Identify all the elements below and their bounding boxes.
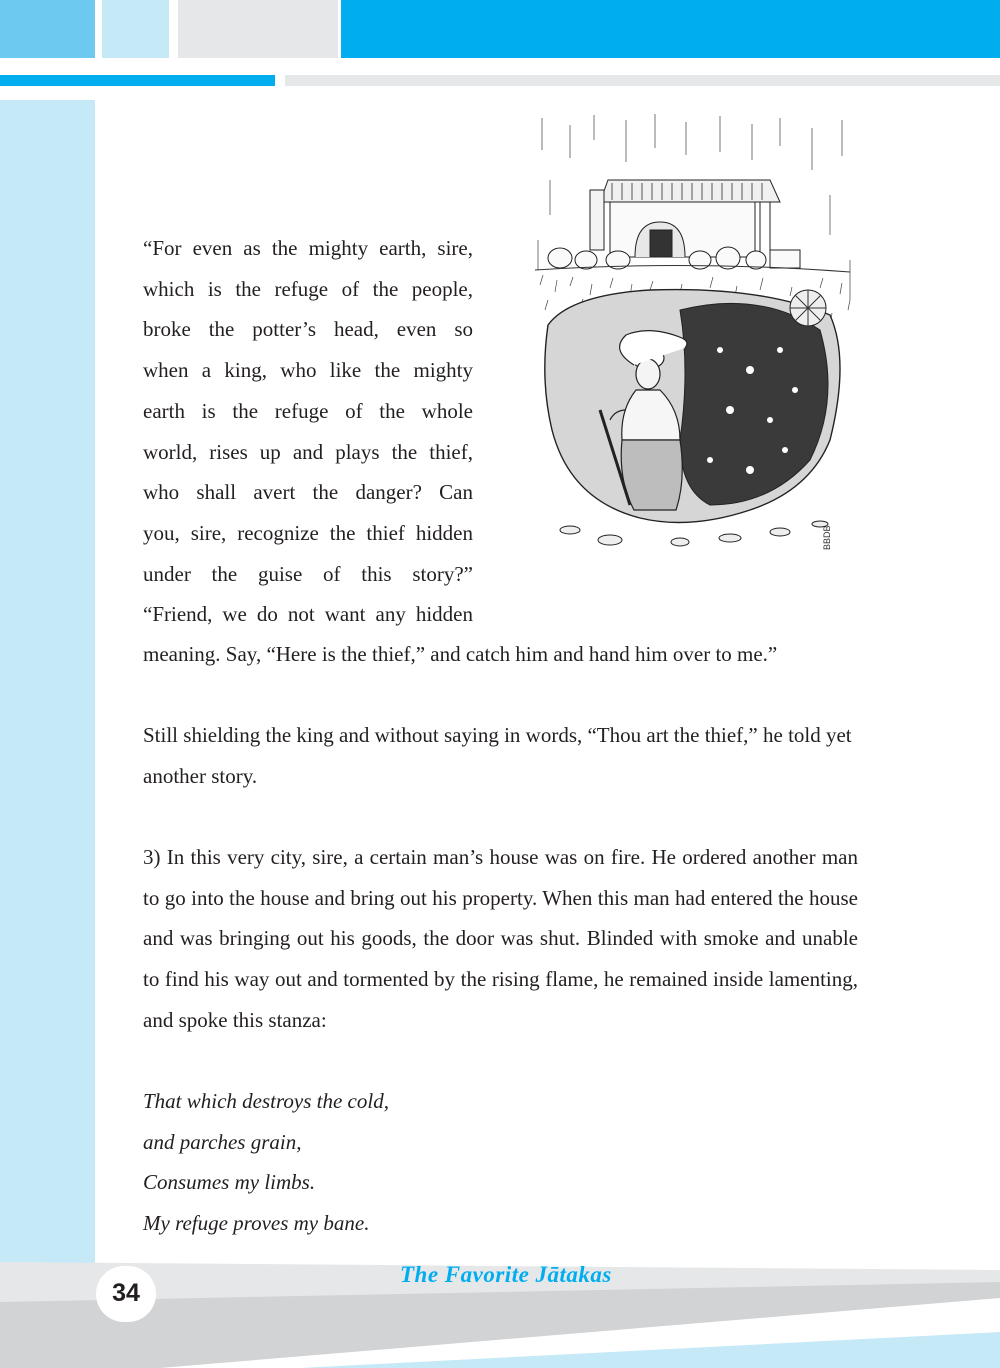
text-line: “Friend, we do not want any hidden xyxy=(143,602,473,627)
text-line: when a king, who like the mighty xyxy=(143,358,473,383)
header-rule-grey xyxy=(285,75,1000,86)
header-band-3 xyxy=(178,0,338,58)
text-line: earth is the refuge of the whole xyxy=(143,398,473,423)
illustrator-signature: BBDB xyxy=(822,525,832,550)
verse-line: Consumes my limbs. xyxy=(143,1170,316,1195)
text-line: who shall avert the danger? Can xyxy=(143,480,473,505)
paragraph-shielding-king: Still shielding the king and without saying in words, “Thou art the thief,” he told yet another story. xyxy=(143,723,852,788)
verse-line: and parches grain, xyxy=(143,1129,302,1154)
header-band-4 xyxy=(341,0,1000,58)
header-band-2 xyxy=(102,0,169,58)
text-line: which is the refuge of the people, xyxy=(143,276,473,301)
text-line: world, rises up and plays the thief, xyxy=(143,439,473,464)
text-line: you, sire, recognize the thief hidden xyxy=(143,520,473,545)
rubble xyxy=(560,521,828,546)
page-number: 34 xyxy=(96,1266,156,1322)
wrapped-paragraph-end: meaning. Say, “Here is the thief,” and catch him and hand him over to me.” xyxy=(143,642,778,666)
kiln-shed xyxy=(590,180,780,260)
verse-stanza xyxy=(143,1081,643,1244)
potter-in-pit-illustration xyxy=(530,110,858,565)
header-band-1 xyxy=(0,0,95,58)
text-line: under the guise of this story?” xyxy=(143,561,473,586)
book-title: The Favorite Jātakas xyxy=(400,1262,612,1287)
verse-line: My refuge proves my bane. xyxy=(143,1211,370,1236)
verse-line: That which destroys the cold, xyxy=(143,1089,389,1113)
left-margin-band xyxy=(0,100,95,1368)
wrapped-paragraph xyxy=(143,228,473,635)
header-rule-blue xyxy=(0,75,275,86)
text-line: “For even as the mighty earth, sire, xyxy=(143,236,473,260)
paragraph-house-fire: 3) In this very city, sire, a certain man’s house was on fire. He ordered another man to go into the house and bring out his property. When this man had entered the house and was bringing out his goods, the door was shut. Blinded with smoke and unable to find his way out and tormented by the rising flame, he remained inside lamenting, and spoke this stanza: xyxy=(143,845,858,1032)
text-line: broke the potter’s head, even so xyxy=(143,317,473,342)
